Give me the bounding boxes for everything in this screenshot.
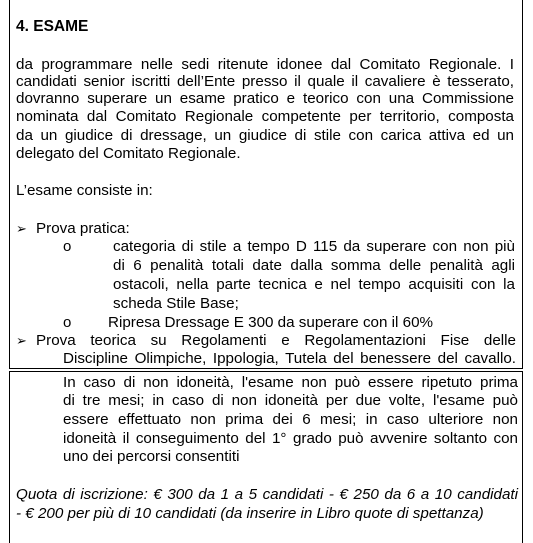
quota-line: Quota di iscrizione: € 300 da 1 a 5 candidati - € 250 da 6 a 10 candidati (16, 486, 518, 503)
intro-line: delegato del Comitato Regionale. (16, 145, 241, 162)
consists-label: L’esame consiste in: (16, 182, 153, 199)
non-idoneita-line: idoneità il conseguimento del 1° grado può avvenire soltanto con (63, 430, 518, 447)
pratica-sub1-line: scheda Stile Base; (113, 295, 239, 312)
sub-bullet-icon: o (63, 238, 72, 255)
intro-line: da programmare nelle sedi ritenute idonee dal Comitato Regionale. I (16, 56, 514, 73)
intro-line: da un giudice di dressage, un giudice di stile con carica attiva ed un (16, 127, 514, 144)
non-idoneita-line: essere effettuato non prima dei 6 mesi; in caso ulteriore non (63, 411, 518, 428)
prova-teorica-line: Discipline Olimpiche, Ippologia, Tutela del benessere del cavallo. (63, 350, 516, 367)
quota-line: - € 200 per più di 10 candidati (da inserire in Libro quote di spettanza) (16, 505, 484, 522)
section-title: 4. ESAME (16, 18, 89, 35)
non-idoneita-line: uno dei percorsi consentiti (63, 448, 240, 465)
prova-pratica-label: Prova pratica: (36, 220, 130, 237)
intro-line: dovranno superare un esame pratico e teorico con una Commissione (16, 90, 514, 107)
pratica-sub1-line: di 6 penalità totali date dalla somma delle penalità agli (113, 257, 515, 274)
bullet-arrow-icon: ➢ (16, 221, 27, 236)
sub-bullet-icon: o (63, 314, 72, 331)
pratica-sub1-line: ostacoli, nella parte tecnica e nel tempo acquisiti con la (113, 276, 515, 293)
intro-line: candidati senior iscritti dell’Ente presso il quale il cavaliere è tesserato, (16, 73, 514, 90)
pratica-sub1-line: categoria di stile a tempo D 115 da superare con non più (113, 238, 515, 255)
pratica-sub2: Ripresa Dressage E 300 da superare con il 60% (108, 314, 434, 331)
bullet-arrow-icon: ➢ (16, 333, 27, 348)
non-idoneita-line: In caso di non idoneità, l'esame non può essere ripetuto prima (63, 374, 518, 391)
intro-line: nominata dal Comitato Regionale competente per territorio, composta (16, 108, 514, 125)
non-idoneita-line: di tre mesi; in caso di non idoneità per due volte, l'esame può (63, 392, 518, 409)
prova-teorica-line: Prova teorica su Regolamenti e Regolamentazioni Fise delle (36, 332, 516, 349)
